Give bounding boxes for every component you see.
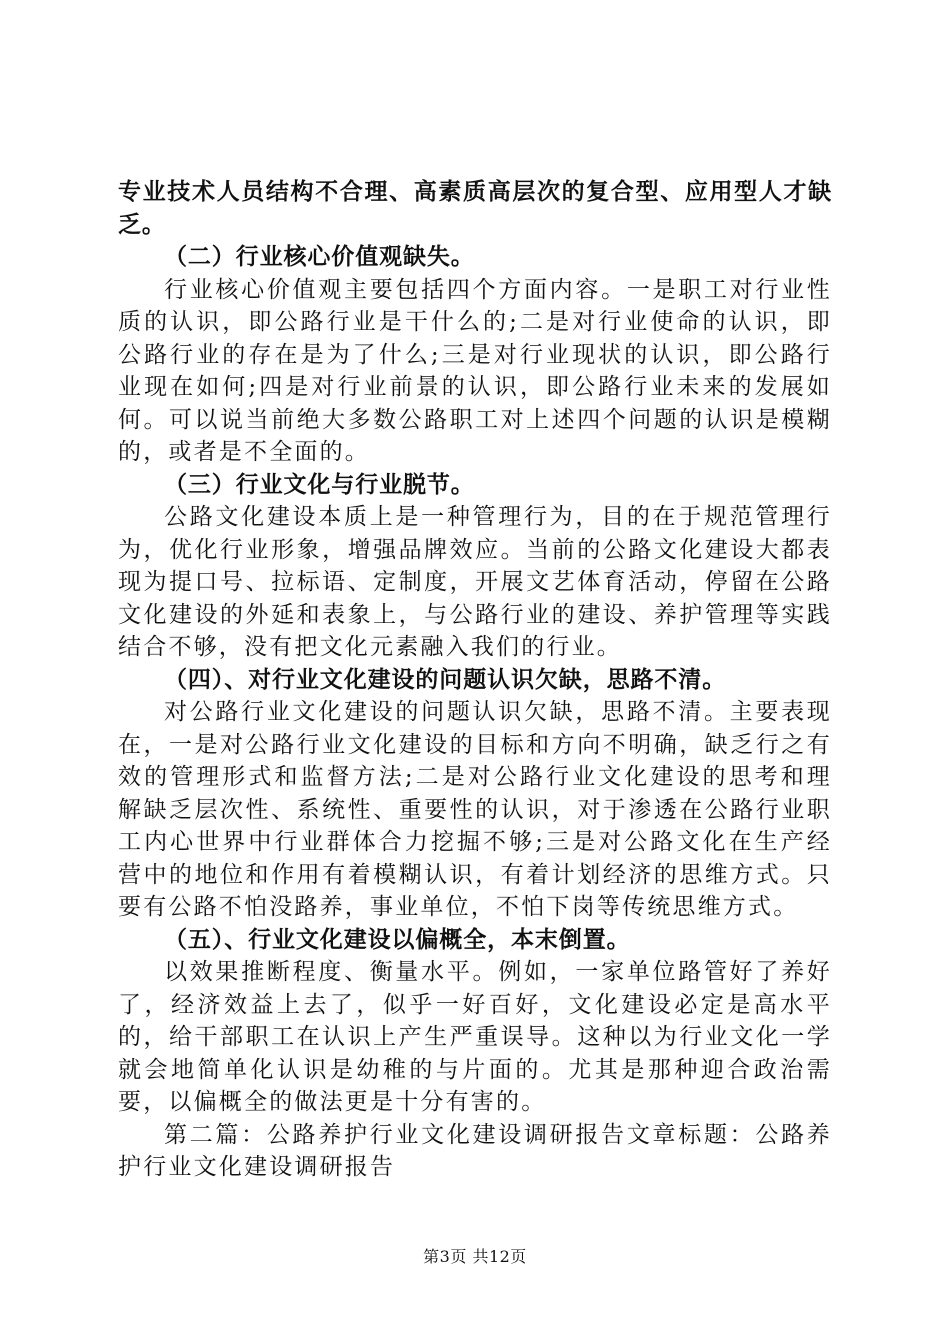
section-heading-3: （三）行业文化与行业脱节。 (164, 471, 475, 498)
paragraph-core-values: 行业核心价值观主要包括四个方面内容。一是职工对行业性质的认识，即公路行业是干什么的;二是对行业使命的认识，即公路行业的存在是为了什么;三是对行业现状的认识，即公路行业现在如何;四是对行业前景的认识，即公路行业未来的发展如何。可以说当前绝大多数公路职工对上述四个问题的认识是模糊的，或者是不全面的。 (118, 276, 832, 465)
page-number-footer: 第3页 共12页 (423, 1247, 527, 1266)
paragraph-second-article: 第二篇：公路养护行业文化建设调研报告文章标题：公路养护行业文化建设调研报告 (118, 1121, 832, 1180)
paragraph-partial-view: 以效果推断程度、衡量水平。例如，一家单位路管好了养好了，经济效益上去了，似乎一好百好，文化建设必定是高水平的，给干部职工在认识上产生严重误导。这种以为行业文化一学就会地简单化认识是幼稚的与片面的。尤其是那种迎合政治需要，以偏概全的做法更是十分有害的。 (118, 959, 832, 1115)
section-heading-2: （二）行业核心价值观缺失。 (164, 244, 475, 270)
paragraph-continuation: 专业技术人员结构不合理、高素质高层次的复合型、应用型人才缺乏。 (118, 179, 832, 238)
section-heading-4: （四）、对行业文化建设的问题认识欠缺，思路不清。 (164, 666, 727, 693)
document-body (118, 176, 832, 1184)
paragraph-culture-disconnect: 公路文化建设本质上是一种管理行为，目的在于规范管理行为，优化行业形象，增强品牌效应。当前的公路文化建设大都表现为提口号、拉标语、定制度，开展文艺体育活动，停留在公路文化建设的外延和表象上，与公路行业的建设、养护管理等实践结合不够，没有把文化元素融入我们的行业。 (118, 504, 832, 660)
paragraph-unclear-thinking: 对公路行业文化建设的问题认识欠缺，思路不清。主要表现在，一是对公路行业文化建设的目标和方向不明确，缺乏行之有效的管理形式和监督方法;二是对公路行业文化建设的思考和理解缺乏层次性、系统性、重要性的认识，对于渗透在公路行业职工内心世界中行业群体合力挖掘不够;三是对公路文化在生产经营中的地位和作用有着模糊认识，有着计划经济的思维方式。只要有公路不怕没路养，事业单位，不怕下岗等传统思维方式。 (118, 699, 832, 920)
section-heading-5: （五）、行业文化建设以偏概全，本末倒置。 (164, 926, 631, 953)
